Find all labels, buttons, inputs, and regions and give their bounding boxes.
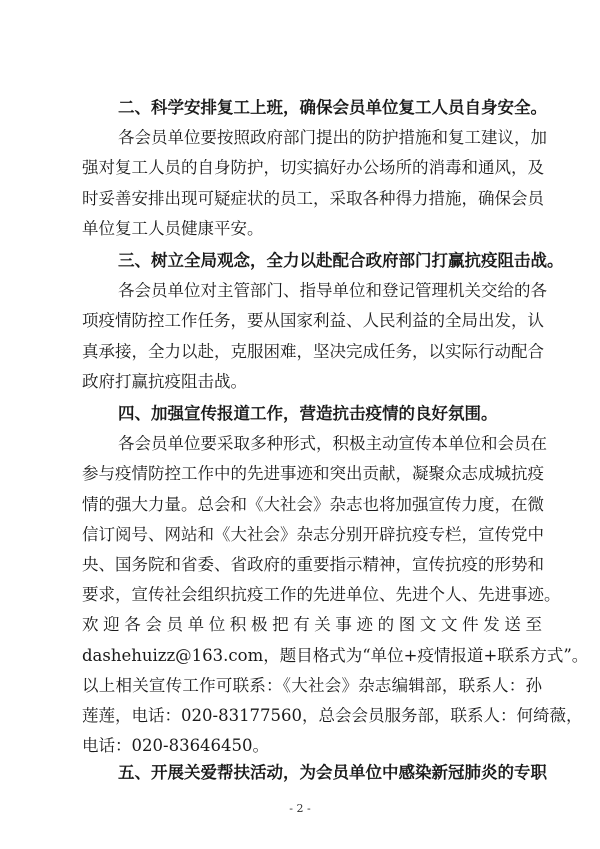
paragraph-line: 强对复工人员的自身防护，切实搞好办公场所的消毒和通风，及 [82, 158, 544, 178]
paragraph-line: 央、国务院和省委、省政府的重要指示精神，宣传抗疫的形势和 [82, 555, 544, 574]
section-heading-4: 四、加强宣传报道工作，营造抗击疫情的良好氛围。 [118, 404, 498, 423]
section-heading-3: 三、树立全局观念，全力以赴配合政府部门打赢抗疫阻击战。 [118, 251, 564, 270]
paragraph-line: 项疫情防控工作任务，要从国家利益、人民利益的全局出发，认 [82, 311, 544, 331]
section-heading-5: 五、开展关爱帮扶活动，为会员单位中感染新冠肺炎的专职 [118, 763, 547, 783]
paragraph-line: 莲莲，电话：020-83177560，总会会员服务部，联系人：何绮薇， [82, 706, 583, 725]
page-number: - 2 - [289, 801, 311, 815]
paragraph-line: 以上相关宣传工作可联系：《大社会》杂志编辑部，联系人：孙 [82, 675, 542, 695]
paragraph-line: 单位复工人员健康平安。 [82, 218, 264, 238]
paragraph-line: 情的强大力量。总会和《大社会》杂志也将加强宣传力度，在微 [82, 494, 544, 514]
paragraph-line: 电话：020-83646450。 [82, 736, 270, 756]
paragraph-line: 各会员单位要采取多种形式，积极主动宣传本单位和会员在 [118, 434, 547, 454]
paragraph-line: 各会员单位对主管部门、指导单位和登记管理机关交给的各 [118, 281, 547, 301]
paragraph-line: 信订阅号、网站和《大社会》杂志分别开辟抗疫专栏，宣传党中 [82, 524, 544, 544]
paragraph-line: dashehuizz@163.com，题目格式为“单位+疫情报道+联系方式”。 [82, 645, 589, 665]
paragraph-line: 时妥善安排出现可疑症状的员工，采取各种得力措施，确保会员 [82, 188, 544, 208]
paragraph-line: 欢迎各会员单位积极把有关事迹的图文文件发送至 [82, 615, 542, 635]
paragraph-line: 政府打赢抗疫阻击战。 [82, 371, 247, 391]
paragraph-line: 参与疫情防控工作中的先进事迹和突出贡献，凝聚众志成城抗疫 [82, 464, 544, 484]
section-heading-2: 二、科学安排复工上班，确保会员单位复工人员自身安全。 [118, 98, 547, 117]
paragraph-line: 要求，宣传社会组织抗疫工作的先进单位、先进个人、先进事迹。 [82, 585, 561, 605]
paragraph-line: 真承接，全力以赴，克服困难，坚决完成任务，以实际行动配合 [82, 341, 544, 361]
paragraph-line: 各会员单位要按照政府部门提出的防护措施和复工建议，加 [118, 128, 547, 148]
